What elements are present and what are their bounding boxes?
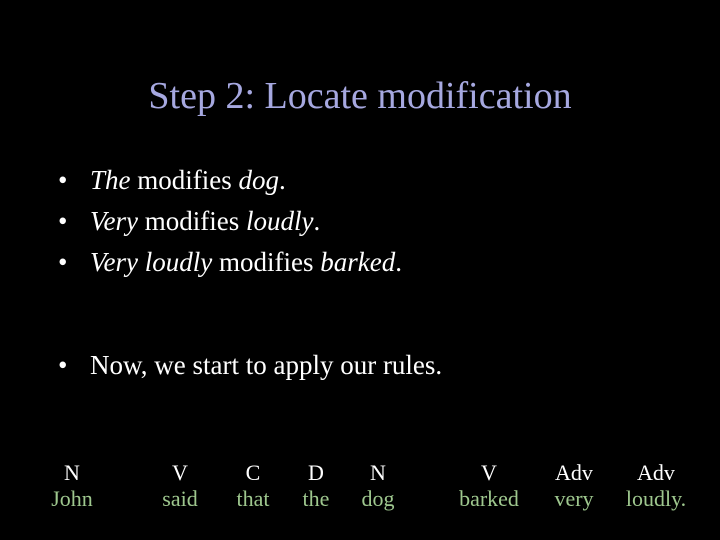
token-tag: D bbox=[308, 460, 324, 485]
token-word: dog bbox=[361, 486, 395, 511]
bullet-glyph: • bbox=[58, 165, 68, 195]
bullet-glyph: • bbox=[58, 206, 68, 236]
token bbox=[225, 460, 281, 512]
bullet-item bbox=[58, 242, 402, 283]
bullet-verb: modifies bbox=[137, 206, 246, 236]
token-tag: Adv bbox=[637, 460, 675, 485]
bullet-rules-text: Now, we start to apply our rules. bbox=[90, 350, 443, 380]
token-tag: C bbox=[245, 460, 261, 485]
token-word: barked bbox=[459, 486, 519, 511]
token-word: the bbox=[302, 486, 330, 511]
token-tag: N bbox=[64, 460, 80, 485]
bullet-end: . bbox=[395, 247, 402, 277]
bullet-list bbox=[58, 160, 402, 283]
token-tag: N bbox=[370, 460, 386, 485]
bullet-glyph: • bbox=[58, 247, 68, 277]
slide-title: Step 2: Locate modification bbox=[148, 75, 572, 117]
bullet-object: dog bbox=[238, 165, 279, 195]
token-tag: V bbox=[172, 460, 188, 485]
bullet-item bbox=[58, 160, 402, 201]
token bbox=[544, 460, 604, 512]
token-tag: Adv bbox=[555, 460, 593, 485]
token bbox=[40, 460, 104, 512]
bullet-end: . bbox=[279, 165, 286, 195]
token bbox=[292, 460, 340, 512]
bullet-item bbox=[58, 201, 402, 242]
token bbox=[448, 460, 530, 512]
bullet-rules bbox=[58, 345, 442, 386]
bullet-glyph: • bbox=[58, 350, 68, 380]
bullet-object: barked bbox=[320, 247, 396, 277]
token bbox=[614, 460, 698, 512]
bullet-subject: The bbox=[90, 165, 131, 195]
token bbox=[350, 460, 406, 512]
token-word: loudly. bbox=[625, 486, 687, 511]
bullet-verb: modifies bbox=[130, 165, 239, 195]
bullet-end: . bbox=[313, 206, 321, 236]
token bbox=[150, 460, 210, 512]
token-word: said bbox=[162, 486, 198, 511]
tagged-sentence bbox=[0, 460, 720, 520]
token-word: very bbox=[554, 486, 594, 511]
bullet-subject: Very loudly bbox=[90, 247, 213, 277]
token-word: John bbox=[51, 486, 93, 511]
bullet-subject: Very bbox=[90, 206, 138, 236]
token-tag: V bbox=[481, 460, 497, 485]
bullet-object: loudly bbox=[245, 206, 314, 236]
token-word: that bbox=[236, 486, 270, 511]
bullet-verb: modifies bbox=[212, 247, 321, 277]
